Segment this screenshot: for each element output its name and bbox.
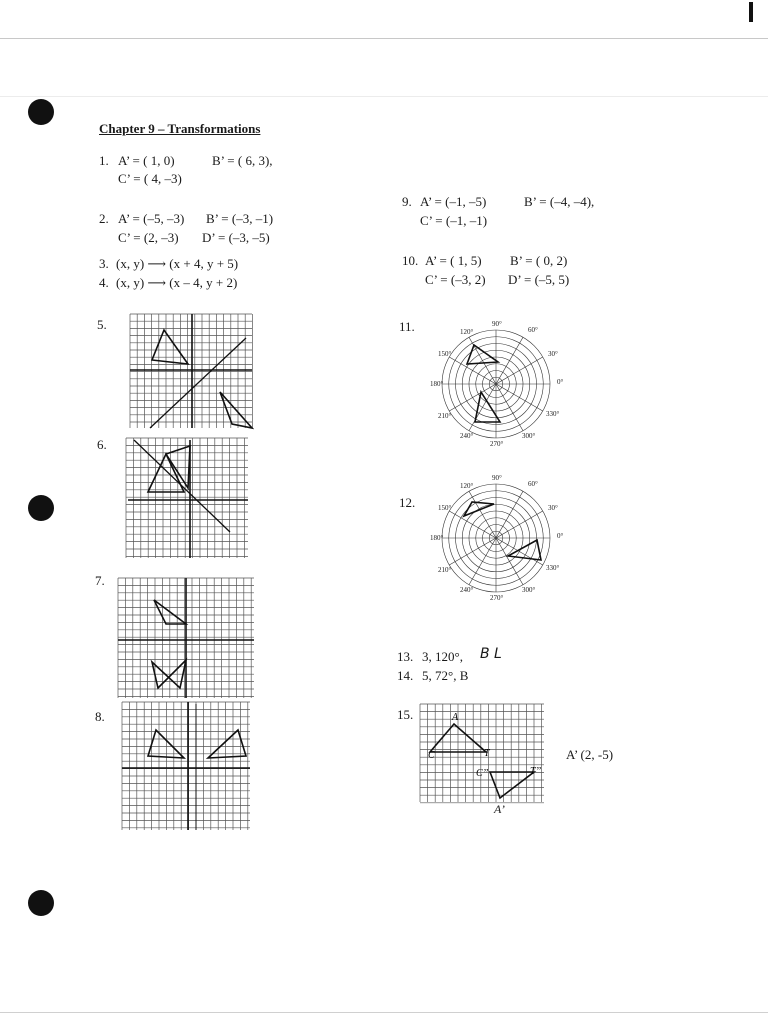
answer-15-label-t2: T’’: [530, 766, 542, 777]
polar-label-330: 330°: [546, 564, 560, 572]
answer-12-number: 12.: [399, 495, 416, 510]
answer-3-text: (x, y) ⟶ (x + 4, y + 5): [116, 256, 239, 271]
answer-14-text: 5, 72°, B: [422, 668, 469, 683]
answer-2-b: B’ = (–3, –1): [206, 211, 274, 226]
polar-ray: [496, 337, 523, 384]
answer-4-text: (x, y) ⟶ (x – 4, y + 2): [116, 275, 238, 290]
polar-label-240: 240°: [460, 432, 474, 440]
graph-axes: [130, 314, 252, 428]
polar-label-270: 270°: [490, 594, 504, 602]
answer-10-d: D’ = (–5, 5): [508, 272, 570, 287]
polar-label-240: 240°: [460, 586, 474, 594]
graph-axes: [118, 578, 254, 698]
polar-label-60: 60°: [528, 326, 538, 334]
polar-ray: [496, 538, 523, 585]
answer-15-label-t: T: [484, 748, 490, 759]
polar-ray: [496, 384, 523, 431]
answer-5-graph: [128, 312, 254, 430]
polar-label-0: 0°: [557, 378, 564, 386]
polar-label-330: 330°: [546, 410, 560, 418]
scan-top-line: [0, 38, 768, 39]
graph-axes: [128, 440, 248, 558]
answer-15-label-a: A: [452, 712, 459, 723]
polar-label-90: 90°: [492, 320, 502, 328]
answer-5-image: [220, 392, 252, 428]
polar-label-150: 150°: [438, 350, 452, 358]
polar-ray: [449, 384, 496, 411]
polar-label-300: 300°: [522, 586, 536, 594]
polar-ray: [496, 511, 543, 538]
answer-9-c: C’ = (–1, –1): [420, 213, 488, 228]
graph-axes: [122, 702, 250, 830]
polar-label-120: 120°: [460, 482, 474, 490]
answer-13-number: 13.: [397, 649, 414, 664]
answer-10-c: C’ = (–3, 2): [425, 272, 486, 287]
answer-8-number: 8.: [95, 709, 105, 724]
answer-7-graph: [116, 576, 256, 700]
answer-13-handwritten: B L: [480, 646, 502, 662]
answer-7-number: 7.: [95, 573, 105, 588]
answer-15-text: A’ (2, -5): [566, 747, 614, 762]
scan-top-line-2: [0, 96, 768, 97]
answer-2-c: C’ = (2, –3): [118, 230, 179, 245]
polar-label-30: 30°: [548, 504, 558, 512]
polar-label-30: 30°: [548, 350, 558, 358]
polar-label-210: 210°: [438, 412, 452, 420]
polar-label-210: 210°: [438, 566, 452, 574]
page-title: Chapter 9 – Transformations: [99, 121, 261, 136]
polar-ray: [496, 491, 523, 538]
polar-ray: [449, 511, 496, 538]
scan-bottom-line: [0, 1012, 768, 1013]
polar-ray: [469, 384, 496, 431]
answer-8-graph: [120, 700, 252, 832]
answer-15-image: [490, 772, 534, 798]
answer-11-polar-graph: [426, 318, 570, 452]
polar-ray: [496, 538, 543, 565]
answer-6-graph: [124, 436, 250, 560]
graph-gridlines: [130, 314, 252, 428]
answer-15-label-c: C: [428, 750, 435, 761]
answer-1-c: C’ = ( 4, –3): [118, 171, 182, 186]
polar-grid: [442, 484, 550, 592]
graph-gridlines: [420, 704, 544, 803]
answer-5-figure: [152, 330, 188, 364]
answer-9-a: A’ = (–1, –5): [420, 194, 487, 209]
answer-13-text: 3, 120°,: [422, 649, 463, 664]
answer-15-number: 15.: [397, 707, 414, 722]
answer-9-number: 9.: [402, 194, 412, 209]
polar-label-150: 150°: [438, 504, 452, 512]
polar-ray: [449, 538, 496, 565]
polar-label-0: 0°: [557, 532, 564, 540]
polar-label-180: 180°: [430, 380, 444, 388]
punch-hole-top: [28, 99, 54, 125]
polar-ray: [496, 384, 543, 411]
polar-ray: [469, 491, 496, 538]
punch-hole-bottom: [28, 890, 54, 916]
polar-ray: [469, 337, 496, 384]
punch-hole-middle: [28, 495, 54, 521]
polar-label-90: 90°: [492, 474, 502, 482]
answer-1-a: A’ = ( 1, 0): [118, 153, 175, 168]
answer-2-number: 2.: [99, 211, 109, 226]
answer-10-number: 10.: [402, 253, 419, 268]
answer-10-a: A’ = ( 1, 5): [425, 253, 482, 268]
polar-ray: [469, 538, 496, 585]
polar-label-60: 60°: [528, 480, 538, 488]
answer-15-label-a-prime: A’: [494, 802, 505, 816]
answer-9-b: B’ = (–4, –4),: [524, 194, 595, 209]
polar-label-270: 270°: [490, 440, 504, 448]
polar-ray: [449, 357, 496, 384]
answer-1-b: B’ = ( 6, 3),: [212, 153, 273, 168]
polar-label-180: 180°: [430, 534, 444, 542]
polar-label-120: 120°: [460, 328, 474, 336]
answer-15-label-c2: C’’: [476, 768, 489, 779]
answer-14-number: 14.: [397, 668, 414, 683]
answer-3-number: 3.: [99, 256, 109, 271]
answer-4-number: 4.: [99, 275, 109, 290]
answer-1-number: 1.: [99, 153, 109, 168]
answer-15-graph: [418, 702, 546, 804]
graph-gridlines: [126, 438, 248, 558]
answer-11-number: 11.: [399, 319, 415, 334]
graph-gridlines: [122, 702, 250, 830]
polar-label-300: 300°: [522, 432, 536, 440]
scan-corner-mark: [749, 2, 753, 22]
answer-2-d: D’ = (–3, –5): [202, 230, 270, 245]
answer-5-number: 5.: [97, 317, 107, 332]
answer-2-a: A’ = (–5, –3): [118, 211, 185, 226]
answer-6-number: 6.: [97, 437, 107, 452]
answer-12-polar-graph: [426, 472, 570, 606]
polar-ray: [496, 357, 543, 384]
answer-10-b: B’ = ( 0, 2): [510, 253, 568, 268]
